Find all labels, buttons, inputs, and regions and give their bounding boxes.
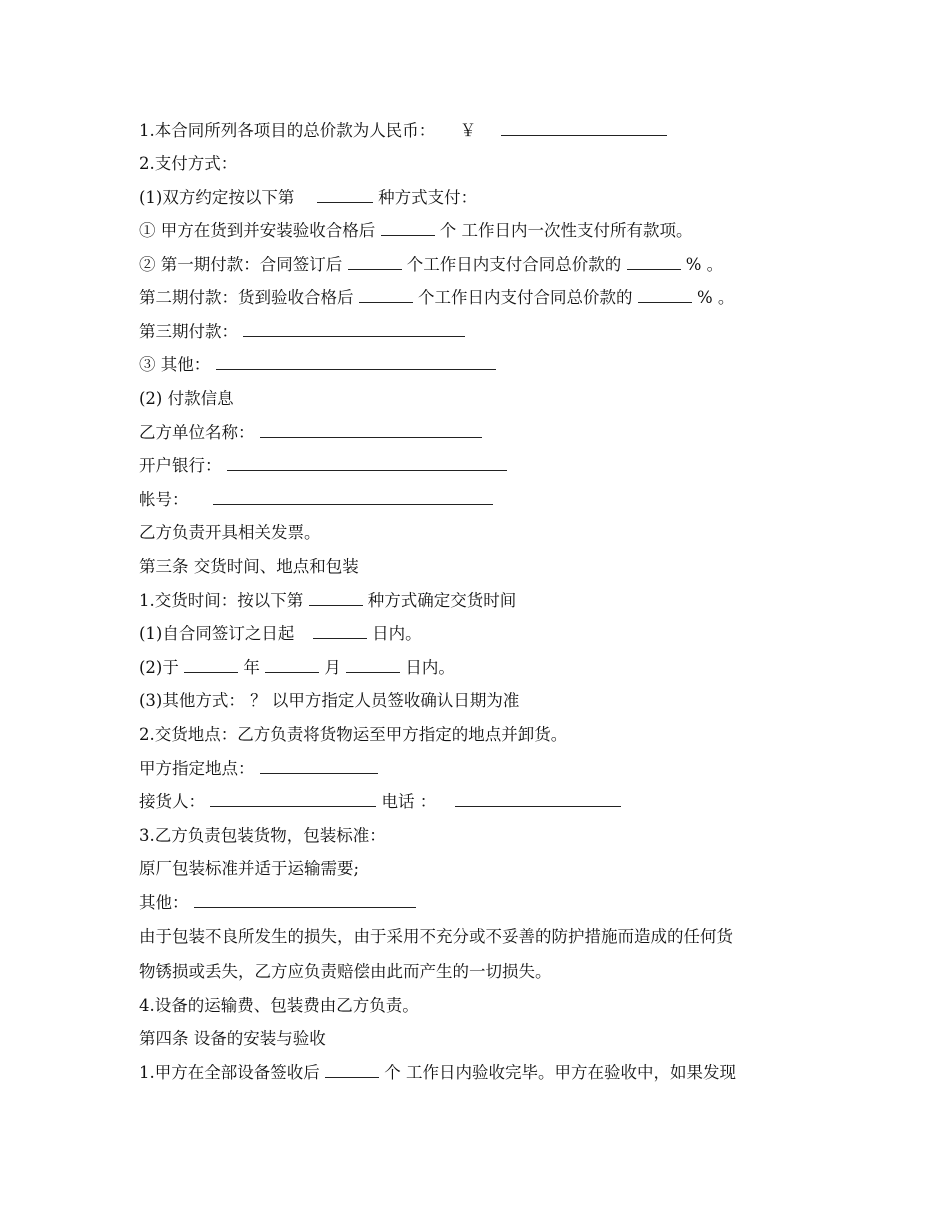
packaging-loss-line-1: 由于包装不良所发生的损失，由于采用不充分或不妥善的防护措施而造成的任何货 (139, 927, 733, 946)
article-four-heading: 第四条 设备的安装与验收 (139, 1029, 326, 1048)
payment-method-heading: 2.支付方式： (139, 154, 238, 173)
packaging-other-line: 其他： (139, 892, 829, 914)
receiver-line: 接货人： 电话 ： (139, 791, 829, 813)
payment-option-line: (1)双方约定按以下第 种方式支付： (139, 188, 478, 207)
account-blank (213, 489, 493, 505)
phone-blank (455, 791, 621, 807)
third-payment-line: 第三期付款： (139, 321, 829, 343)
workdays-blank (381, 220, 435, 236)
delivery-option-two: (2)于 年 月 日内。 (139, 658, 455, 677)
delivery-option-one: (1)自合同签订之日起 日内。 (139, 624, 422, 643)
packaging-loss-line-2: 物锈损或丢失，乙方应负责赔偿由此而产生的一切损失。 (139, 962, 552, 981)
delivery-time-line: 1.交货时间：按以下第 种方式确定交货时间 (139, 591, 517, 610)
packaging-line: 3.乙方负责包装货物，包装标准： (139, 826, 386, 845)
delivery-month-blank (265, 657, 319, 673)
acceptance-line: 1.甲方在全部设备签收后 个 工作日内验收完毕。甲方在验收中，如果发现 (139, 1063, 736, 1082)
payment-info-heading: (2) 付款信息 (139, 389, 234, 408)
first-payment-percent-blank (627, 254, 681, 270)
article-three-heading: 第三条 交货时间、地点和包装 (139, 557, 359, 576)
delivery-place-line: 2.交货地点：乙方负责将货物运至甲方指定的地点并卸货。 (139, 725, 568, 744)
bank-blank (227, 455, 507, 471)
shipping-cost-line: 4.设备的运输费、包装费由乙方负责。 (139, 996, 419, 1015)
total-price-label: 1.本合同所列各项目的总价款为人民币： (139, 121, 436, 140)
first-payment-line: ② 第一期付款：合同签订后 个工作日内支付合同总价款的 % 。 (139, 255, 724, 274)
second-payment-percent-blank (638, 287, 692, 303)
third-payment-blank (243, 321, 465, 337)
bank-line: 开户银行： (139, 455, 829, 477)
other-payment-blank (216, 354, 496, 370)
delivery-day-blank (346, 657, 400, 673)
account-line: 帐号： (139, 489, 829, 511)
payment-option-blank (317, 187, 373, 203)
second-payment-days-blank (359, 287, 413, 303)
other-payment-line: ③ 其他： (139, 354, 829, 376)
second-payment-line: 第二期付款：货到验收合格后 个工作日内支付合同总价款的 % 。 (139, 288, 735, 307)
yuan-symbol: ￥ (459, 121, 477, 140)
first-payment-days-blank (348, 254, 402, 270)
packaging-other-blank (194, 892, 416, 908)
receiver-blank (210, 791, 376, 807)
acceptance-days-blank (325, 1062, 379, 1078)
delivery-option-blank (309, 590, 363, 606)
delivery-days-blank (313, 623, 367, 639)
delivery-year-blank (184, 657, 238, 673)
designated-place-line: 甲方指定地点： (139, 758, 829, 780)
party-b-name-line: 乙方单位名称： (139, 422, 829, 444)
total-price-line (139, 120, 829, 142)
party-b-name-blank (260, 422, 482, 438)
delivery-option-three: (3)其他方式： ？ 以甲方指定人员签收确认日期为准 (139, 691, 520, 710)
packaging-standard-line: 原厂包装标准并适于运输需要; (139, 859, 360, 878)
total-price-blank (501, 120, 667, 136)
designated-place-blank (260, 758, 378, 774)
payment-option-one: ① 甲方在货到并安装验收合格后 个 工作日内一次性支付所有款项。 (139, 221, 693, 240)
invoice-line: 乙方负责开具相关发票。 (139, 523, 321, 542)
